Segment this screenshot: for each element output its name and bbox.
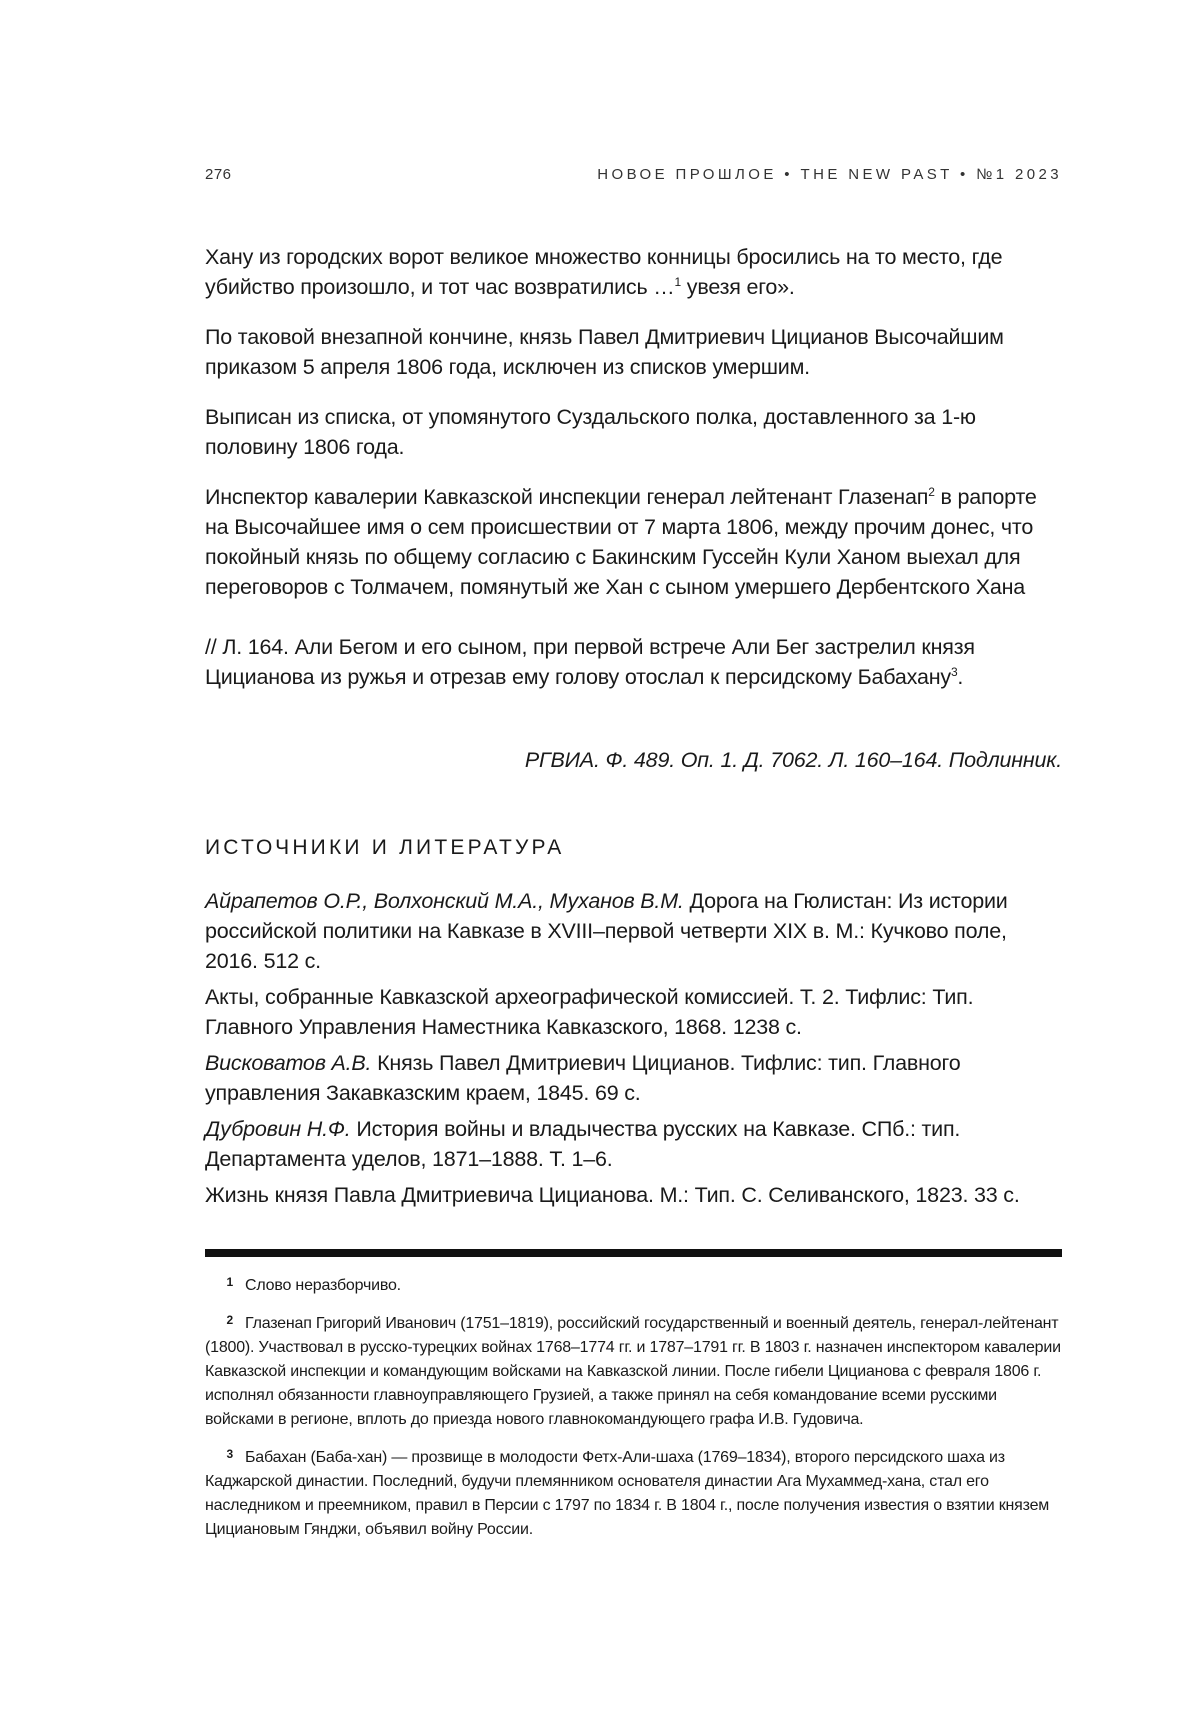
footnote-ref-1[interactable]: 1: [675, 275, 681, 289]
bibliography-entry: [205, 982, 1062, 1042]
footnote-number: 2: [205, 1308, 233, 1332]
footnote-divider: [205, 1249, 1062, 1257]
footnote-ref-3[interactable]: 3: [951, 665, 957, 679]
entry-text: Акты, собранные Кавказской археографической комиссией. Т. 2. Тифлис: Тип. Главного Управления Наместника Кавказского, 1868. 1238 с.: [205, 985, 973, 1039]
entry-author: Дубровин Н.Ф.: [205, 1117, 351, 1141]
entry-author: Айрапетов О.Р., Волхонский М.А., Муханов В.М.: [205, 889, 684, 913]
paragraph-3: Выписан из списка, от упомянутого Суздальского полка, доставленного за 1-ю половину 1806 года.: [205, 402, 1062, 462]
entry-text: Дорога на Гюлистан: Из истории российской политики на Кавказе в XVIII–первой четверти XIX в. М.: Кучково поле, 2016. 512 с.: [205, 889, 1008, 973]
footnote-ref-2[interactable]: 2: [928, 485, 934, 499]
entry-author: Висковатов А.В.: [205, 1051, 371, 1075]
footnote-number: 3: [205, 1442, 233, 1466]
running-header: [205, 166, 1062, 190]
bibliography-list: [205, 886, 1062, 1216]
sources-heading: ИСТОЧНИКИ И ЛИТЕРАТУРА: [205, 836, 565, 860]
paragraph-5: // Л. 164. Али Бегом и его сыном, при первой встрече Али Бег застрелил князя Цицианова из ружья и отрезав ему голову отослал к персидскому Бабахану3.: [205, 632, 1062, 692]
footnote-1: [205, 1270, 1062, 1298]
bibliography-entry: [205, 1114, 1062, 1174]
page-number: 276: [205, 166, 232, 183]
bibliography-entry: [205, 1180, 1062, 1210]
paragraph-2: По таковой внезапной кончине, князь Павел Дмитриевич Цицианов Высочайшим приказом 5 апреля 1806 года, исключен из списков умершим.: [205, 322, 1062, 382]
footnote-text: Слово неразборчиво.: [245, 1277, 401, 1294]
paragraph-1: Хану из городских ворот великое множество конницы бросились на то место, где убийство произошло, и тот час возвратились …1 увезя его».: [205, 242, 1062, 302]
entry-text: Князь Павел Дмитриевич Цицианов. Тифлис: тип. Главного управления Закавказским краем, 1845. 69 с.: [205, 1051, 960, 1105]
footnote-3: [205, 1442, 1062, 1542]
footnote-number: 1: [205, 1270, 233, 1294]
entry-text: История войны и владычества русских на Кавказе. СПб.: тип. Департамента уделов, 1871–1888. Т. 1–6.: [205, 1117, 960, 1171]
paragraph-4: Инспектор кавалерии Кавказской инспекции генерал лейтенант Глазенап2 в рапорте на Высочайшее имя о сем происшествии от 7 марта 1806, между прочим донес, что покойный князь по общему согласию с Бакинским Гуссейн Кули Ханом выехал для переговоров с Толмачем, помянутый же Хан с сыном умершего Дербентского Хана: [205, 482, 1062, 602]
footnote-2: [205, 1308, 1062, 1432]
footnote-text: Глазенап Григорий Иванович (1751–1819), российский государственный и военный деятель, генерал-лейтенант (1800). Участвовал в русско-турецких войнах 1768–1774 гг. и 1787–1791 гг. В 1803 г. назначен инспектором кавалерии Кавказской инспекции и командующим войсками на Кавказской линии. После гибели Цицианова с февраля 1806 г. исполнял обязанности главноуправляющего Грузией, а также принял на себя командование всеми русскими войсками в регионе, вплоть до приезда нового главнокомандующего графа И.В. Гудовича.: [205, 1315, 1061, 1428]
footnote-text: Бабахан (Баба-хан) — прозвище в молодости Фетх-Али-шаха (1769–1834), второго персидского шаха из Каджарской династии. Последний, будучи племянником основателя династии Ага Мухаммед-хана, стал его наследником и преемником, правил в Персии с 1797 по 1834 г. В 1804 г., после получения известия о взятии князем Цициановым Гянджи, объявил войну России.: [205, 1449, 1049, 1538]
footnotes: [205, 1270, 1062, 1552]
journal-running-title: НОВОЕ ПРОШЛОЕ • THE NEW PAST • №1 2023: [597, 166, 1062, 183]
bibliography-entry: [205, 886, 1062, 976]
bibliography-entry: [205, 1048, 1062, 1108]
archive-reference: РГВИА. Ф. 489. Оп. 1. Д. 7062. Л. 160–164. Подлинник.: [525, 748, 1062, 773]
entry-text: Жизнь князя Павла Дмитриевича Цицианова. М.: Тип. С. Селиванского, 1823. 33 с.: [205, 1183, 1020, 1207]
main-text: [205, 242, 1062, 712]
